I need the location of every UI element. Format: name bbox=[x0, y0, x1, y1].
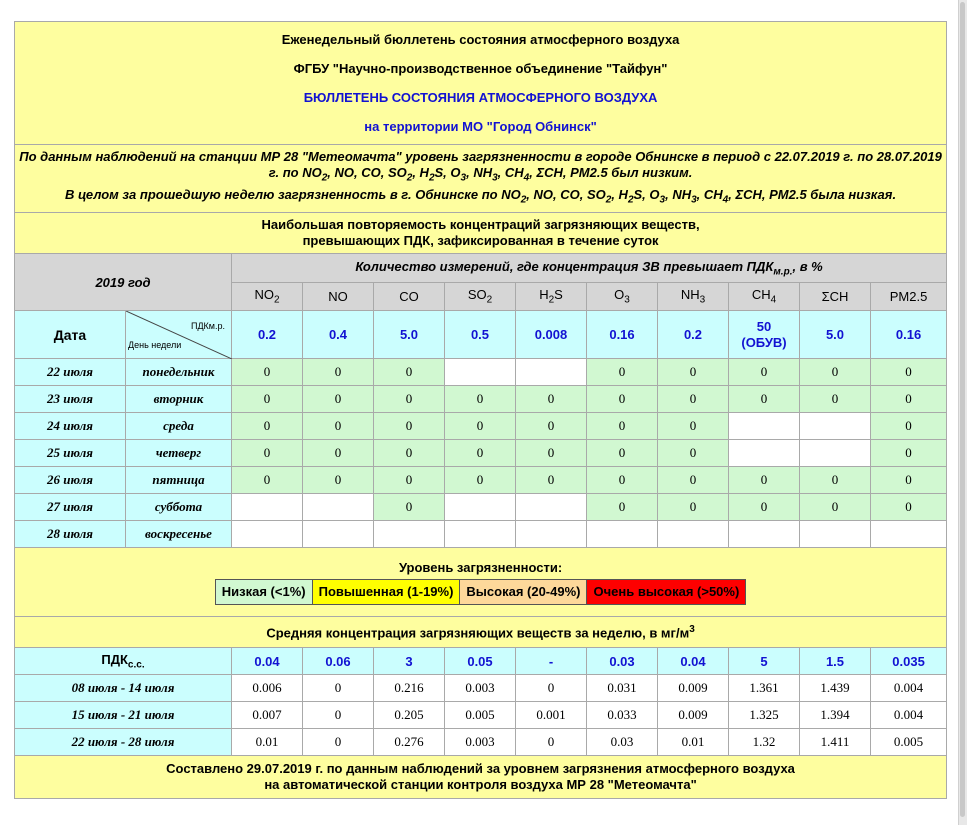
header-title: Еженедельный бюллетень состояния атмосферного воздуха bbox=[281, 32, 680, 47]
pollutant-header: NO bbox=[303, 283, 374, 311]
footer bbox=[15, 756, 947, 799]
pollutant-header: CO bbox=[374, 283, 445, 311]
exceed-percent-cell: 0 bbox=[729, 467, 800, 494]
section-daily-title-line2: превышающих ПДК, зафиксированная в течение суток bbox=[302, 233, 659, 249]
date-cell: 27 июля bbox=[15, 494, 126, 521]
exceed-percent-cell: 0 bbox=[374, 440, 445, 467]
exceed-percent-cell bbox=[516, 521, 587, 548]
scrollbar-thumb[interactable] bbox=[960, 2, 965, 817]
avg-concentration-cell: 0.006 bbox=[232, 675, 303, 702]
exceed-percent-cell: 0 bbox=[587, 467, 658, 494]
avg-concentration-cell: 0.276 bbox=[374, 729, 445, 756]
exceed-percent-cell bbox=[729, 413, 800, 440]
week-period-cell: 15 июля - 21 июля bbox=[15, 702, 232, 729]
daily-row bbox=[15, 359, 947, 386]
date-cell: 26 июля bbox=[15, 467, 126, 494]
section-daily-title-line1: Наибольшая повторяемость концентраций загрязняющих веществ, bbox=[261, 217, 700, 233]
exceed-percent-cell: 0 bbox=[871, 386, 947, 413]
exceed-percent-cell bbox=[445, 359, 516, 386]
exceed-percent-cell: 0 bbox=[232, 386, 303, 413]
pdk-mr-value: 0.2 bbox=[232, 311, 303, 359]
pdk-mr-row bbox=[15, 311, 947, 359]
date-cell: 22 июля bbox=[15, 359, 126, 386]
legend-item: Высокая (20-49%) bbox=[460, 579, 587, 604]
avg-concentration-cell: 1.325 bbox=[729, 702, 800, 729]
exceed-percent-cell: 0 bbox=[232, 359, 303, 386]
exceed-percent-cell: 0 bbox=[516, 467, 587, 494]
weekday-cell: среда bbox=[126, 413, 232, 440]
summary-paragraph-1: По данным наблюдений на станции МР 28 "Метеомачта" уровень загрязненности в городе Обнинске в период с 22.07.2019 г. по 28.07.2019 г. по $NO_2$, NO, CO, $SO_2$, $H_2S$, $O_3$, $NH_3$, $CH_4$, ΣCH, PM2.5 был низким. bbox=[19, 149, 942, 184]
exceed-percent-cell: 0 bbox=[587, 386, 658, 413]
pollutant-header: $CH_4$ bbox=[729, 283, 800, 311]
exceed-percent-cell: 0 bbox=[729, 494, 800, 521]
exceed-percent-cell bbox=[232, 494, 303, 521]
exceed-percent-cell: 0 bbox=[445, 386, 516, 413]
exceed-percent-cell: 0 bbox=[303, 440, 374, 467]
pdk-ss-value: 5 bbox=[729, 648, 800, 675]
weekday-cell: вторник bbox=[126, 386, 232, 413]
avg-concentration-cell: 0 bbox=[303, 675, 374, 702]
exceed-percent-cell bbox=[729, 521, 800, 548]
avg-concentration-cell: 0 bbox=[516, 675, 587, 702]
exceed-percent-cell: 0 bbox=[232, 467, 303, 494]
exceed-percent-cell: 0 bbox=[871, 359, 947, 386]
exceed-percent-cell: 0 bbox=[374, 467, 445, 494]
summary-text bbox=[15, 145, 947, 213]
exceed-percent-cell: 0 bbox=[303, 386, 374, 413]
weekly-rows bbox=[15, 675, 947, 756]
pdk-mr-value: 0.5 bbox=[445, 311, 516, 359]
pdk-mr-value: 5.0 bbox=[800, 311, 871, 359]
weekday-cell: воскресенье bbox=[126, 521, 232, 548]
legend-title: Уровень загрязненности: bbox=[398, 559, 563, 575]
avg-concentration-cell: 0 bbox=[516, 729, 587, 756]
avg-concentration-cell: 0.03 bbox=[587, 729, 658, 756]
exceed-percent-cell: 0 bbox=[516, 386, 587, 413]
avg-concentration-cell: 1.361 bbox=[729, 675, 800, 702]
exceed-percent-cell: 0 bbox=[587, 413, 658, 440]
exceed-percent-cell bbox=[445, 494, 516, 521]
pdk-ss-value: 1.5 bbox=[800, 648, 871, 675]
avg-concentration-cell: 1.394 bbox=[800, 702, 871, 729]
pdk-ss-value: 0.04 bbox=[658, 648, 729, 675]
year-label: 2019 год bbox=[15, 254, 232, 311]
pdk-mr-value: 0.16 bbox=[587, 311, 658, 359]
week-period-cell: 22 июля - 28 июля bbox=[15, 729, 232, 756]
exceed-percent-cell: 0 bbox=[658, 386, 729, 413]
exceed-percent-cell: 0 bbox=[800, 494, 871, 521]
exceed-percent-cell: 0 bbox=[303, 359, 374, 386]
diagonal-line bbox=[126, 311, 232, 359]
daily-row bbox=[15, 494, 947, 521]
exceed-percent-cell bbox=[374, 521, 445, 548]
date-cell: 28 июля bbox=[15, 521, 126, 548]
date-cell: 23 июля bbox=[15, 386, 126, 413]
week-period-cell: 08 июля - 14 июля bbox=[15, 675, 232, 702]
legend-item: Низкая (<1%) bbox=[215, 579, 312, 604]
pollutant-header: $SO_2$ bbox=[445, 283, 516, 311]
pollutant-header: $H_2S$ bbox=[516, 283, 587, 311]
pollutant-header: PM2.5 bbox=[871, 283, 947, 311]
exceed-percent-cell: 0 bbox=[871, 494, 947, 521]
exceed-percent-cell: 0 bbox=[800, 359, 871, 386]
exceed-percent-cell: 0 bbox=[729, 359, 800, 386]
exceed-percent-cell: 0 bbox=[516, 440, 587, 467]
exceed-percent-cell: 0 bbox=[800, 386, 871, 413]
avg-concentration-cell: 0.004 bbox=[871, 675, 947, 702]
exceed-percent-cell: 0 bbox=[800, 467, 871, 494]
avg-concentration-cell: 0.009 bbox=[658, 702, 729, 729]
exceed-percent-cell: 0 bbox=[658, 467, 729, 494]
exceed-percent-cell: 0 bbox=[445, 413, 516, 440]
avg-concentration-cell: 0.205 bbox=[374, 702, 445, 729]
avg-concentration-cell: 0 bbox=[303, 729, 374, 756]
date-label: Дата bbox=[15, 311, 126, 359]
pdk-mr-value: 0.16 bbox=[871, 311, 947, 359]
avg-concentration-cell: 0 bbox=[303, 702, 374, 729]
avg-concentration-cell: 1.32 bbox=[729, 729, 800, 756]
pdk-ss-label: $ПДК_{с.с.}$ bbox=[15, 648, 232, 675]
date-cell: 25 июля bbox=[15, 440, 126, 467]
exceed-percent-cell: 0 bbox=[658, 413, 729, 440]
avg-concentration-cell: 0.005 bbox=[871, 729, 947, 756]
exceed-percent-cell: 0 bbox=[658, 494, 729, 521]
pdk-ss-value: - bbox=[516, 648, 587, 675]
vertical-scrollbar[interactable] bbox=[958, 0, 967, 825]
pdk-ss-value: 0.05 bbox=[445, 648, 516, 675]
exceed-percent-cell: 0 bbox=[232, 413, 303, 440]
exceed-percent-cell: 0 bbox=[871, 467, 947, 494]
exceed-percent-cell: 0 bbox=[729, 386, 800, 413]
weekday-cell: четверг bbox=[126, 440, 232, 467]
exceed-percent-cell bbox=[445, 521, 516, 548]
pdk-mr-value: 0.2 bbox=[658, 311, 729, 359]
exceed-percent-cell: 0 bbox=[374, 359, 445, 386]
exceed-percent-cell: 0 bbox=[445, 467, 516, 494]
pdk-mr-value: 50 (ОБУВ) bbox=[729, 311, 800, 359]
avg-concentration-cell: 0.216 bbox=[374, 675, 445, 702]
avg-concentration-cell: 0.007 bbox=[232, 702, 303, 729]
summary-paragraph-2: В целом за прошедшую неделю загрязненность в г. Обнинске по $NO_2$, NO, CO, $SO_2$, $H_2S$, $O_3$, $NH_3$, $CH_4$, ΣCH, PM2.5 была низкая. bbox=[65, 186, 897, 206]
pdk-ss-row bbox=[15, 648, 947, 675]
diagonal-header-cell bbox=[126, 311, 232, 359]
pollutant-header: $NH_3$ bbox=[658, 283, 729, 311]
legend-section bbox=[15, 548, 947, 617]
exceed-percent-cell: 0 bbox=[303, 467, 374, 494]
avg-concentration-cell: 0.005 bbox=[445, 702, 516, 729]
exceed-percent-cell bbox=[516, 494, 587, 521]
weekday-cell: пятница bbox=[126, 467, 232, 494]
exceed-percent-cell: 0 bbox=[587, 494, 658, 521]
avg-concentration-cell: 0.009 bbox=[658, 675, 729, 702]
bulletin-title: БЮЛЛЕТЕНЬ СОСТОЯНИЯ АТМОСФЕРНОГО ВОЗДУХА bbox=[303, 90, 658, 105]
weekly-row bbox=[15, 729, 947, 756]
exceed-percent-cell: 0 bbox=[232, 440, 303, 467]
section-weekly-title: Средняя концентрация загрязняющих веществ за неделю, в $мг/м^3$ bbox=[15, 617, 947, 648]
pdk-ss-value: 3 bbox=[374, 648, 445, 675]
exceed-percent-cell bbox=[800, 521, 871, 548]
weekday-cell: понедельник bbox=[126, 359, 232, 386]
daily-row bbox=[15, 413, 947, 440]
exceed-percent-cell bbox=[658, 521, 729, 548]
exceed-percent-cell: 0 bbox=[303, 413, 374, 440]
exceed-percent-cell bbox=[303, 494, 374, 521]
avg-concentration-cell: 1.439 bbox=[800, 675, 871, 702]
legend-item: Очень высокая (>50%) bbox=[587, 579, 746, 604]
exceed-percent-cell bbox=[587, 521, 658, 548]
avg-concentration-cell: 1.411 bbox=[800, 729, 871, 756]
date-cell: 24 июля bbox=[15, 413, 126, 440]
exceed-percent-cell bbox=[800, 440, 871, 467]
bulletin-header bbox=[15, 22, 947, 145]
daily-row bbox=[15, 386, 947, 413]
weekly-row bbox=[15, 675, 947, 702]
exceed-percent-cell: 0 bbox=[658, 440, 729, 467]
pdk-mr-value: 5.0 bbox=[374, 311, 445, 359]
avg-concentration-cell: 0.001 bbox=[516, 702, 587, 729]
pollutant-header: $NO_2$ bbox=[232, 283, 303, 311]
count-title: Количество измерений, где концентрация ЗВ превышает $ПДК_{м.р.}$, в % bbox=[232, 254, 947, 283]
footer-line1: Составлено 29.07.2019 г. по данным наблюдений за уровнем загрязнения атмосферного воздуха bbox=[166, 761, 795, 777]
exceed-percent-cell: 0 bbox=[374, 413, 445, 440]
avg-concentration-cell: 0.004 bbox=[871, 702, 947, 729]
daily-row bbox=[15, 467, 947, 494]
avg-concentration-cell: 0.031 bbox=[587, 675, 658, 702]
exceed-percent-cell bbox=[871, 521, 947, 548]
exceed-percent-cell: 0 bbox=[374, 386, 445, 413]
daily-row bbox=[15, 440, 947, 467]
legend-table bbox=[215, 579, 747, 605]
legend-item: Повышенная (1-19%) bbox=[312, 579, 460, 604]
exceed-percent-cell: 0 bbox=[871, 440, 947, 467]
exceed-percent-cell bbox=[232, 521, 303, 548]
diag-pdk-label: ПДКм.р. bbox=[190, 321, 225, 332]
pollutant-header: $O_3$ bbox=[587, 283, 658, 311]
exceed-percent-cell: 0 bbox=[587, 440, 658, 467]
pdk-mr-value: 0.008 bbox=[516, 311, 587, 359]
pollutant-header: ΣCH bbox=[800, 283, 871, 311]
pdk-ss-value: 0.04 bbox=[232, 648, 303, 675]
daily-rows bbox=[15, 359, 947, 548]
avg-concentration-cell: 0.033 bbox=[587, 702, 658, 729]
weekly-row bbox=[15, 702, 947, 729]
exceed-percent-cell bbox=[303, 521, 374, 548]
exceed-percent-cell: 0 bbox=[658, 359, 729, 386]
exceed-percent-cell bbox=[516, 359, 587, 386]
avg-concentration-cell: 0.01 bbox=[232, 729, 303, 756]
pdk-mr-value: 0.4 bbox=[303, 311, 374, 359]
exceed-percent-cell: 0 bbox=[587, 359, 658, 386]
pdk-ss-value: 0.06 bbox=[303, 648, 374, 675]
territory-title: на территории МО "Город Обнинск" bbox=[364, 119, 597, 134]
exceed-percent-cell bbox=[729, 440, 800, 467]
exceed-percent-cell: 0 bbox=[871, 413, 947, 440]
diag-day-label: День недели bbox=[128, 340, 182, 351]
exceed-percent-cell bbox=[800, 413, 871, 440]
organization-name: ФГБУ "Научно-производственное объединение "Тайфун" bbox=[293, 61, 668, 76]
avg-concentration-cell: 0.003 bbox=[445, 729, 516, 756]
footer-line2: на автоматической станции контроля воздуха МР 28 "Метеомачта" bbox=[264, 777, 697, 793]
avg-concentration-cell: 0.003 bbox=[445, 675, 516, 702]
exceed-percent-cell: 0 bbox=[445, 440, 516, 467]
avg-concentration-cell: 0.01 bbox=[658, 729, 729, 756]
daily-row bbox=[15, 521, 947, 548]
weekday-cell: суббота bbox=[126, 494, 232, 521]
section-daily-title bbox=[15, 213, 947, 254]
exceed-percent-cell: 0 bbox=[516, 413, 587, 440]
bulletin-table bbox=[14, 21, 947, 799]
exceed-percent-cell: 0 bbox=[374, 494, 445, 521]
pdk-ss-value: 0.035 bbox=[871, 648, 947, 675]
pdk-ss-value: 0.03 bbox=[587, 648, 658, 675]
